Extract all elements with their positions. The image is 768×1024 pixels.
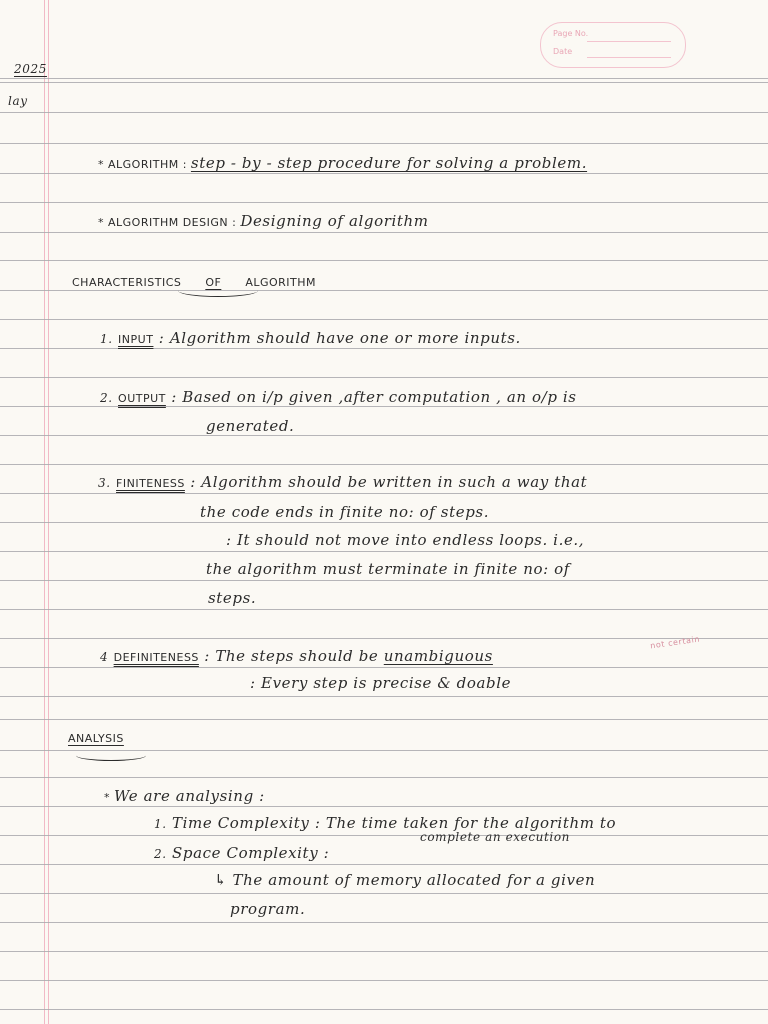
rule-line xyxy=(0,580,768,581)
item-text-continued: program. xyxy=(230,900,306,918)
rule-line xyxy=(0,78,768,79)
rule-line xyxy=(0,806,768,807)
item-number: 1. xyxy=(154,817,167,831)
rule-line xyxy=(0,143,768,144)
item-text-continued: : Every step is precise & doable xyxy=(250,674,512,692)
item-term: INPUT xyxy=(118,333,154,346)
item-text: The amount of memory allocated for a given xyxy=(232,871,596,889)
rule-line xyxy=(0,777,768,778)
analysis-intro: * We are analysing : xyxy=(104,787,265,805)
item-text-continued: complete an execution xyxy=(420,830,571,844)
rule-line xyxy=(0,696,768,697)
item-text: Algorithm should have one or more inputs. xyxy=(169,329,521,347)
item-number: 2. xyxy=(100,391,113,405)
rule-line xyxy=(0,260,768,261)
rule-line xyxy=(0,464,768,465)
heading-word: ALGORITHM xyxy=(245,276,317,289)
item-number: 4 xyxy=(100,650,109,664)
rule-line xyxy=(0,893,768,894)
rule-line xyxy=(0,719,768,720)
item-number: 1. xyxy=(100,332,113,346)
item-text: : The time taken for the algorithm to xyxy=(314,814,617,832)
analysis-item-space-detail: ↳ The amount of memory allocated for a given xyxy=(214,871,596,889)
definition-text: step - by - step procedure for solving a problem. xyxy=(190,154,588,172)
rule-line xyxy=(0,667,768,668)
rule-line xyxy=(0,493,768,494)
rule-line xyxy=(0,173,768,174)
analysis-heading: ANALYSIS xyxy=(68,732,124,745)
rule-line xyxy=(0,112,768,113)
heading-underline-curl xyxy=(76,750,146,761)
item-label: Time Complexity xyxy=(172,814,310,832)
rule-line xyxy=(0,406,768,407)
header-year: 2025 xyxy=(14,62,47,76)
characteristic-definiteness: 4 DEFINITENESS : The steps should be unambiguous xyxy=(100,647,493,665)
definition-text: Designing of algorithm xyxy=(240,212,429,230)
characteristic-output: 2. OUTPUT : Based on i/p given ,after computation , an o/p is xyxy=(100,388,577,406)
rule-line xyxy=(0,951,768,952)
header-day: lay xyxy=(8,94,28,108)
rule-line xyxy=(0,835,768,836)
margin-annotation: not certain xyxy=(649,634,701,651)
analysis-intro-text: We are analysing : xyxy=(114,787,265,805)
margin-line-left xyxy=(44,0,45,1024)
rule-line xyxy=(0,922,768,923)
heading-word: CHARACTERISTICS xyxy=(72,276,182,289)
item-text-continued: generated. xyxy=(206,417,295,435)
heading-word: OF xyxy=(205,276,222,289)
item-term: DEFINITENESS xyxy=(113,651,199,664)
rule-line xyxy=(0,377,768,378)
item-label: Space Complexity : xyxy=(172,844,330,862)
rule-line xyxy=(0,348,768,349)
rule-line xyxy=(0,202,768,203)
rule-line xyxy=(0,551,768,552)
item-term: FINITENESS xyxy=(116,477,185,490)
item-text-continued: the code ends in finite no: of steps. xyxy=(200,503,490,521)
item-text-continued: the algorithm must terminate in finite no: of xyxy=(206,560,570,578)
item-text-underlined: unambiguous xyxy=(383,647,493,665)
margin-line-right xyxy=(48,0,49,1024)
item-number: 3. xyxy=(98,476,111,490)
item-text-continued: : It should not move into endless loops. i.e., xyxy=(226,531,585,549)
rule-line xyxy=(0,980,768,981)
rule-line xyxy=(0,290,768,291)
analysis-item-space xyxy=(154,844,329,862)
item-term: OUTPUT xyxy=(118,392,166,405)
item-text: Algorithm should be written in such a way that xyxy=(201,473,588,491)
item-text-continued: steps. xyxy=(208,589,257,607)
definition-term: ALGORITHM xyxy=(108,158,179,171)
page-no-label: Page No. xyxy=(553,29,589,38)
page-number-date-box xyxy=(540,22,686,68)
characteristic-input: 1. INPUT : Algorithm should have one or more inputs. xyxy=(100,329,521,347)
item-text: Based on i/p given ,after computation , an o/p is xyxy=(182,388,577,406)
rule-line xyxy=(0,82,768,83)
definition-algorithm-design: * ALGORITHM DESIGN : Designing of algorithm xyxy=(98,212,429,230)
rule-line xyxy=(0,609,768,610)
definition-algorithm: * ALGORITHM : step - by - step procedure for solving a problem. xyxy=(98,154,588,172)
rule-line xyxy=(0,1009,768,1010)
item-text: The steps should be xyxy=(215,647,379,665)
characteristic-finiteness: 3. FINITENESS : Algorithm should be written in such a way that xyxy=(98,473,588,491)
item-number: 2. xyxy=(154,847,167,861)
heading-underline-curl xyxy=(178,284,258,297)
rule-line xyxy=(0,522,768,523)
rule-line xyxy=(0,638,768,639)
rule-line xyxy=(0,864,768,865)
rule-line xyxy=(0,319,768,320)
rule-line xyxy=(0,232,768,233)
definition-term: ALGORITHM DESIGN xyxy=(108,216,229,229)
rule-line xyxy=(0,435,768,436)
date-label: Date xyxy=(553,47,573,56)
